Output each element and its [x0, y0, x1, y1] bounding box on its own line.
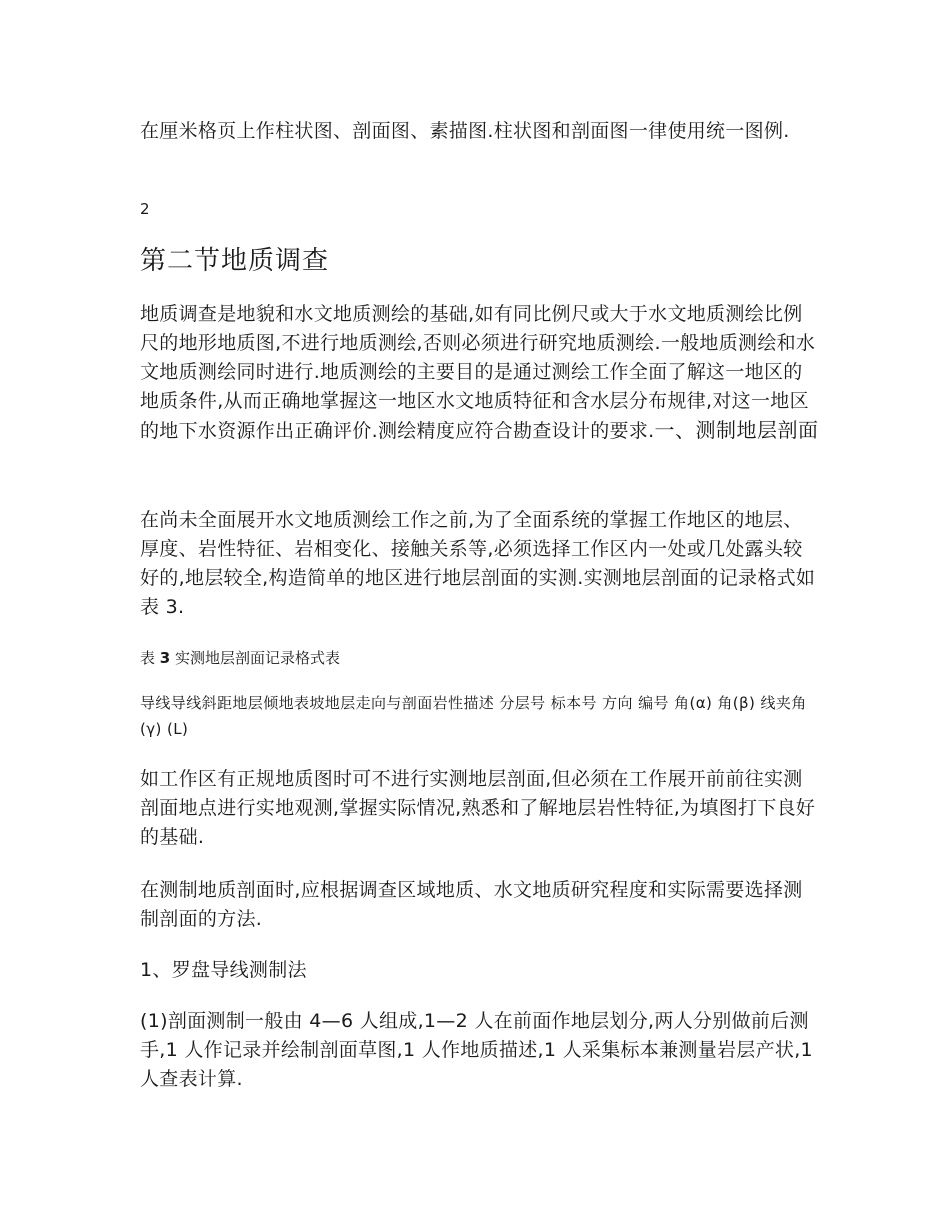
profile-intro-paragraph: 在尚未全面展开水文地质测绘工作之前,为了全面系统的掌握工作地区的地层、厚度、岩性特征、岩相变化、接触关系等,必须选择工作区内一处或几处露头较好的,地层较全,构造简单的地区进行地层剖面的实测.实测地层剖面的记录格式如表 3. — [140, 509, 816, 618]
table-header-text: 导线导线斜距地层倾地表坡地层走向与剖面岩性描述 分层号 标本号 方向 编号 角(α) 角(β) 线夹角(γ) (L) — [140, 694, 807, 738]
page-number: 2 — [140, 200, 150, 218]
table-caption-text: 实测地层剖面记录格式表 — [170, 649, 340, 667]
subheading-profile: 一、测制地层剖面 — [654, 418, 819, 442]
existing-map-paragraph: 如工作区有正规地质图时可不进行实测地层剖面,但必须在工作展开前前往实测剖面地点进行实地观测,掌握实际情况,熟悉和了解地层岩性特征,为填图打下良好的基础. — [140, 768, 816, 848]
table-caption-prefix: 表 — [140, 649, 160, 667]
table-caption — [140, 645, 820, 671]
survey-paragraph — [140, 300, 820, 446]
section-title: 第二节地质调查 — [140, 246, 330, 276]
team-paragraph: (1)剖面测制一般由 4—6 人组成,1—2 人在前面作地层划分,两人分别做前后测手,1 人作记录并绘制剖面草图,1 人作地质描述,1 人采集标本兼测量岩层产状,1 人查表计算. — [140, 1010, 813, 1090]
method-choice-paragraph: 在测制地质剖面时,应根据调查区域地质、水文地质研究程度和实际需要选择测制剖面的方法. — [140, 879, 803, 930]
table-caption-number: 3 — [159, 649, 171, 667]
compass-method-heading: 1、罗盘导线测制法 — [140, 959, 307, 981]
intro-paragraph: 在厘米格页上作柱状图、剖面图、素描图.柱状图和剖面图一律使用统一图例. — [140, 120, 790, 142]
survey-text: 地质调查是地貌和水文地质测绘的基础,如有同比例尺或大于水文地质测绘比例尺的地形地质图,不进行地质测绘,否则必须进行研究地质测绘.一般地质测绘和水文地质测绘同时进行.地质测绘的主要目的是通过测绘工作全面了解这一地区的地质条件,从而正确地掌握这一地区水文地质特征和含水层分布规律,对这一地区的地下水资源作出正确评价.测绘精度应符合勘查设计的要求. — [140, 303, 816, 442]
